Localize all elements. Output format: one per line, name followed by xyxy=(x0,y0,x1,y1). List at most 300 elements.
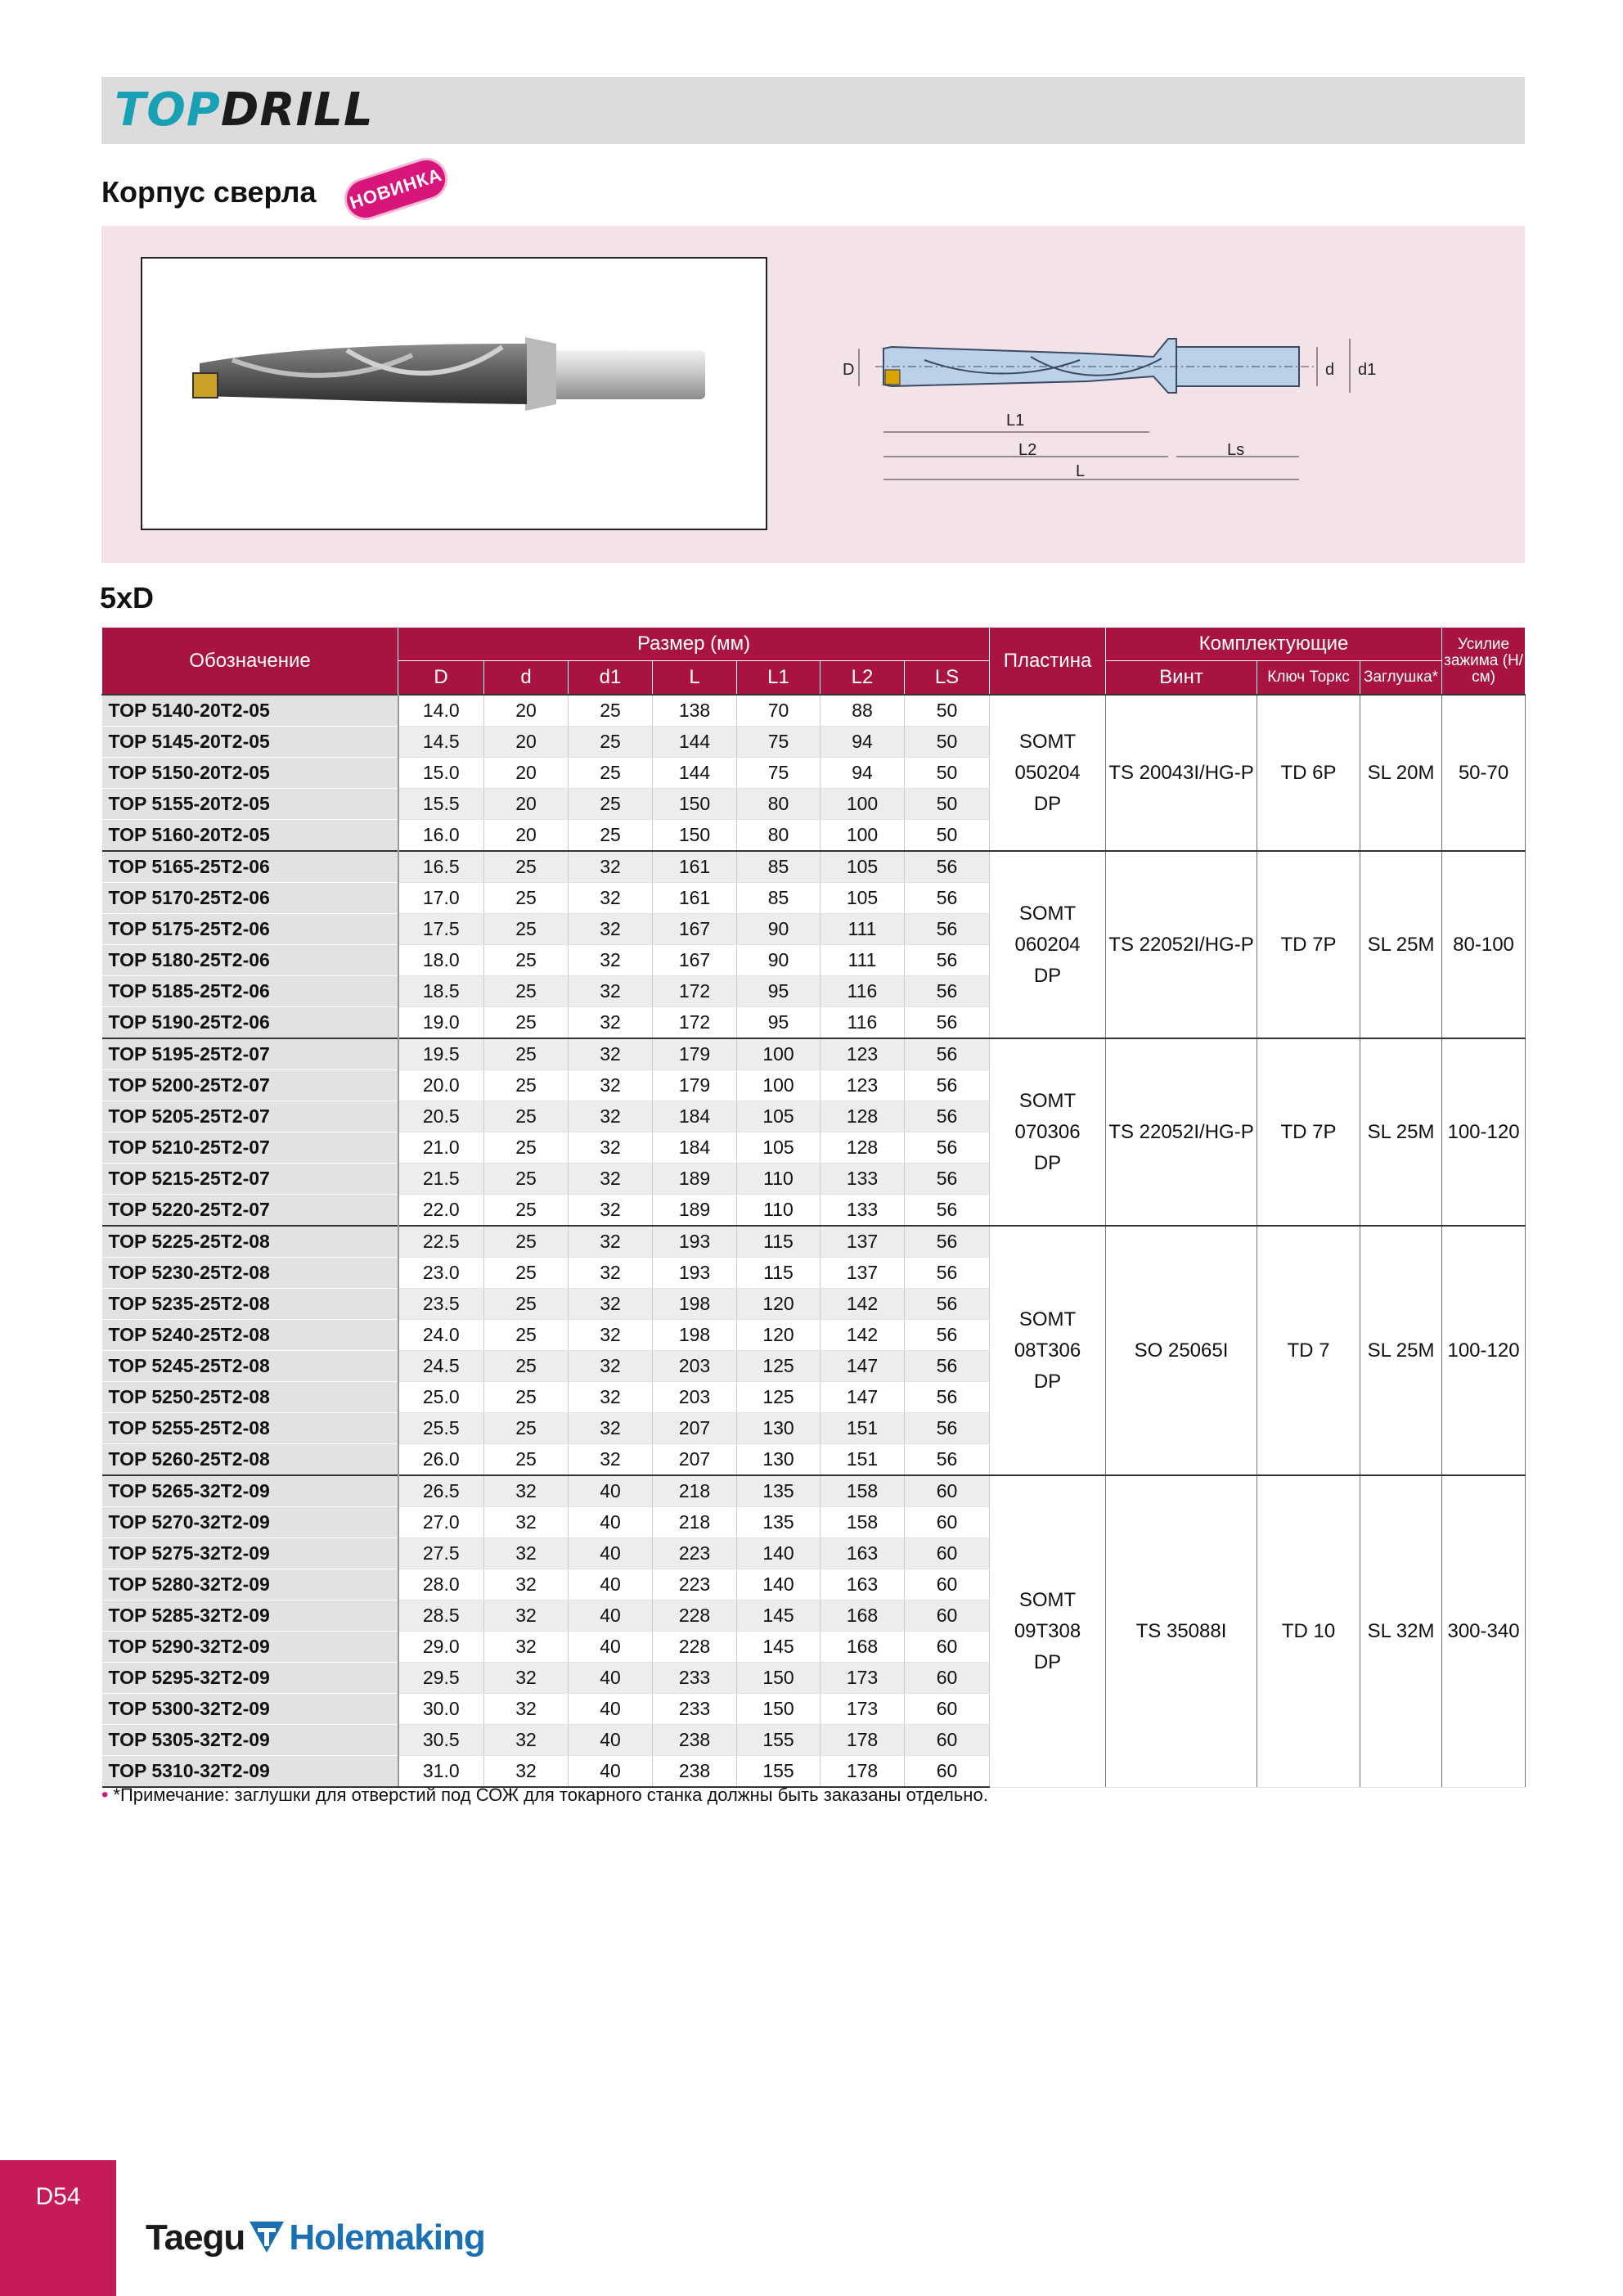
cell-d1: 40 xyxy=(569,1569,653,1600)
cell-designation: TOP 5240-25T2-08 xyxy=(102,1320,398,1351)
cell-d: 32 xyxy=(484,1663,569,1694)
cell-clamp-force: 50-70 xyxy=(1442,695,1526,851)
cell-LS: 56 xyxy=(905,883,990,914)
cell-L: 223 xyxy=(653,1538,737,1569)
cell-D: 24.0 xyxy=(398,1320,484,1351)
th-components: Комплектующие xyxy=(1106,628,1442,661)
image-panel xyxy=(101,226,1525,563)
cell-LS: 56 xyxy=(905,1164,990,1195)
cell-d: 25 xyxy=(484,1101,569,1132)
cell-designation: TOP 5210-25T2-07 xyxy=(102,1132,398,1164)
cell-D: 26.5 xyxy=(398,1475,484,1507)
cell-d1: 32 xyxy=(569,914,653,945)
cell-L: 161 xyxy=(653,883,737,914)
cell-LS: 56 xyxy=(905,1038,990,1070)
cell-insert: SOMT 08T306 DP xyxy=(990,1226,1106,1475)
cell-LS: 50 xyxy=(905,727,990,758)
cell-LS: 56 xyxy=(905,1444,990,1476)
cell-d1: 32 xyxy=(569,1070,653,1101)
cell-L: 228 xyxy=(653,1632,737,1663)
cell-LS: 56 xyxy=(905,1413,990,1444)
cell-L: 238 xyxy=(653,1756,737,1788)
logo-top: TOP xyxy=(115,83,221,137)
cell-designation: TOP 5155-20T2-05 xyxy=(102,789,398,820)
cell-L1: 110 xyxy=(737,1195,820,1227)
th-col-L: L xyxy=(653,661,737,696)
cell-d: 32 xyxy=(484,1569,569,1600)
cell-d: 25 xyxy=(484,1038,569,1070)
cell-D: 27.5 xyxy=(398,1538,484,1569)
cell-d1: 32 xyxy=(569,976,653,1007)
cell-D: 16.0 xyxy=(398,820,484,852)
th-clamp-force: Усилие зажима (Н/см) xyxy=(1442,628,1526,696)
cell-L2: 168 xyxy=(820,1600,905,1632)
th-col-d1: d1 xyxy=(569,661,653,696)
cell-insert: SOMT 09T308 DP xyxy=(990,1475,1106,1787)
cell-designation: TOP 5170-25T2-06 xyxy=(102,883,398,914)
cell-plug: SL 20M xyxy=(1360,695,1442,851)
cell-L: 172 xyxy=(653,976,737,1007)
cell-L: 218 xyxy=(653,1475,737,1507)
cell-designation: TOP 5280-32T2-09 xyxy=(102,1569,398,1600)
cell-d: 20 xyxy=(484,695,569,727)
cell-d1: 32 xyxy=(569,1164,653,1195)
cell-d: 32 xyxy=(484,1756,569,1788)
cell-screw: TS 22052I/HG-P xyxy=(1106,1038,1257,1226)
cell-insert: SOMT 060204 DP xyxy=(990,851,1106,1038)
cell-L1: 80 xyxy=(737,789,820,820)
cell-d1: 25 xyxy=(569,820,653,852)
cell-D: 30.5 xyxy=(398,1725,484,1756)
cell-d: 25 xyxy=(484,1195,569,1227)
cell-LS: 50 xyxy=(905,695,990,727)
cell-d: 25 xyxy=(484,914,569,945)
cell-d1: 32 xyxy=(569,851,653,883)
cell-D: 21.0 xyxy=(398,1132,484,1164)
cell-D: 26.0 xyxy=(398,1444,484,1476)
cell-D: 28.0 xyxy=(398,1569,484,1600)
cell-L1: 90 xyxy=(737,914,820,945)
cell-designation: TOP 5200-25T2-07 xyxy=(102,1070,398,1101)
cell-torx-key: TD 7 xyxy=(1257,1226,1360,1475)
header-band xyxy=(101,77,1525,144)
cell-L: 172 xyxy=(653,1007,737,1039)
cell-L2: 111 xyxy=(820,945,905,976)
cell-d1: 32 xyxy=(569,1132,653,1164)
cell-D: 21.5 xyxy=(398,1164,484,1195)
dim-label-d: d xyxy=(1325,361,1335,379)
cell-L1: 105 xyxy=(737,1132,820,1164)
cell-L1: 140 xyxy=(737,1569,820,1600)
cell-D: 16.5 xyxy=(398,851,484,883)
cell-torx-key: TD 7P xyxy=(1257,1038,1360,1226)
cell-d1: 40 xyxy=(569,1632,653,1663)
cell-L2: 168 xyxy=(820,1632,905,1663)
cell-LS: 56 xyxy=(905,1007,990,1039)
cell-D: 18.5 xyxy=(398,976,484,1007)
cell-L: 218 xyxy=(653,1507,737,1538)
cell-L1: 95 xyxy=(737,1007,820,1039)
cell-L1: 120 xyxy=(737,1289,820,1320)
cell-L: 223 xyxy=(653,1569,737,1600)
company-name-a: Taegu xyxy=(146,2217,245,2258)
cell-insert: SOMT 070306 DP xyxy=(990,1038,1106,1226)
cell-d1: 40 xyxy=(569,1538,653,1569)
cell-D: 24.5 xyxy=(398,1351,484,1382)
cell-d1: 25 xyxy=(569,758,653,789)
cell-L1: 130 xyxy=(737,1413,820,1444)
th-col-d: d xyxy=(484,661,569,696)
cell-d: 25 xyxy=(484,1132,569,1164)
company-logo xyxy=(146,2217,485,2258)
th-col-L1: L1 xyxy=(737,661,820,696)
cell-L: 203 xyxy=(653,1351,737,1382)
cell-designation: TOP 5230-25T2-08 xyxy=(102,1258,398,1289)
cell-LS: 56 xyxy=(905,1195,990,1227)
spec-table xyxy=(101,627,1526,1788)
cell-LS: 56 xyxy=(905,1320,990,1351)
cell-L2: 163 xyxy=(820,1538,905,1569)
cell-L1: 125 xyxy=(737,1382,820,1413)
cell-L1: 80 xyxy=(737,820,820,852)
cell-designation: TOP 5285-32T2-09 xyxy=(102,1600,398,1632)
table-row xyxy=(102,1038,1526,1070)
cell-LS: 60 xyxy=(905,1538,990,1569)
bullet-dot-icon: • xyxy=(101,1784,109,1806)
cell-L: 189 xyxy=(653,1195,737,1227)
cell-L1: 140 xyxy=(737,1538,820,1569)
cell-d: 25 xyxy=(484,1382,569,1413)
cell-L1: 100 xyxy=(737,1070,820,1101)
cell-L: 207 xyxy=(653,1444,737,1476)
cell-LS: 56 xyxy=(905,914,990,945)
cell-d: 25 xyxy=(484,1320,569,1351)
cell-D: 19.0 xyxy=(398,1007,484,1039)
cell-L: 207 xyxy=(653,1413,737,1444)
cell-LS: 56 xyxy=(905,1226,990,1258)
cell-L1: 85 xyxy=(737,883,820,914)
cell-D: 23.0 xyxy=(398,1258,484,1289)
cell-d: 25 xyxy=(484,1258,569,1289)
table-row xyxy=(102,1226,1526,1258)
cell-designation: TOP 5205-25T2-07 xyxy=(102,1101,398,1132)
cell-LS: 56 xyxy=(905,1070,990,1101)
cell-L2: 158 xyxy=(820,1475,905,1507)
cell-clamp-force: 80-100 xyxy=(1442,851,1526,1038)
cell-d: 32 xyxy=(484,1475,569,1507)
cell-L2: 88 xyxy=(820,695,905,727)
logo-drill: DRILL xyxy=(220,83,374,137)
cell-L1: 95 xyxy=(737,976,820,1007)
cell-LS: 60 xyxy=(905,1632,990,1663)
cell-designation: TOP 5235-25T2-08 xyxy=(102,1289,398,1320)
cell-d: 32 xyxy=(484,1725,569,1756)
th-torx-key: Ключ Торкс xyxy=(1257,661,1360,696)
dim-label-D: D xyxy=(843,361,855,379)
cell-L: 193 xyxy=(653,1258,737,1289)
cell-d1: 40 xyxy=(569,1507,653,1538)
cell-L: 144 xyxy=(653,727,737,758)
cell-L: 198 xyxy=(653,1289,737,1320)
dim-label-L1: L1 xyxy=(1006,412,1025,430)
cell-d1: 32 xyxy=(569,1258,653,1289)
cell-L: 150 xyxy=(653,820,737,852)
cell-D: 22.0 xyxy=(398,1195,484,1227)
cell-d: 25 xyxy=(484,945,569,976)
cell-L2: 105 xyxy=(820,883,905,914)
cell-L2: 94 xyxy=(820,758,905,789)
footnote-text: *Примечание: заглушки для отверстий под СОЖ для токарного станка должны быть заказаны отдельно. xyxy=(113,1785,988,1805)
cell-LS: 56 xyxy=(905,1258,990,1289)
th-plug: Заглушка* xyxy=(1360,661,1442,696)
cell-d: 25 xyxy=(484,1289,569,1320)
cell-L2: 116 xyxy=(820,1007,905,1039)
cell-L: 184 xyxy=(653,1132,737,1164)
cell-D: 20.0 xyxy=(398,1070,484,1101)
cell-d: 20 xyxy=(484,758,569,789)
cell-screw: TS 22052I/HG-P xyxy=(1106,851,1257,1038)
cell-LS: 56 xyxy=(905,1132,990,1164)
cell-d1: 40 xyxy=(569,1600,653,1632)
cell-d1: 32 xyxy=(569,1413,653,1444)
cell-L2: 163 xyxy=(820,1569,905,1600)
cell-LS: 56 xyxy=(905,976,990,1007)
cell-LS: 50 xyxy=(905,789,990,820)
cell-LS: 60 xyxy=(905,1569,990,1600)
cell-clamp-force: 100-120 xyxy=(1442,1226,1526,1475)
cell-designation: TOP 5185-25T2-06 xyxy=(102,976,398,1007)
cell-L2: 116 xyxy=(820,976,905,1007)
cell-d: 25 xyxy=(484,1070,569,1101)
cell-designation: TOP 5175-25T2-06 xyxy=(102,914,398,945)
cell-designation: TOP 5180-25T2-06 xyxy=(102,945,398,976)
cell-L1: 100 xyxy=(737,1038,820,1070)
cell-designation: TOP 5310-32T2-09 xyxy=(102,1756,398,1788)
cell-d: 25 xyxy=(484,883,569,914)
cell-screw: TS 35088I xyxy=(1106,1475,1257,1787)
cell-L2: 123 xyxy=(820,1038,905,1070)
cell-L: 144 xyxy=(653,758,737,789)
cell-d: 20 xyxy=(484,727,569,758)
cell-d: 32 xyxy=(484,1632,569,1663)
cell-L: 233 xyxy=(653,1663,737,1694)
page-number-tab: D54 xyxy=(0,2160,116,2296)
cell-L1: 145 xyxy=(737,1632,820,1663)
th-screw: Винт xyxy=(1106,661,1257,696)
cell-L1: 75 xyxy=(737,727,820,758)
dim-label-L: L xyxy=(1076,462,1086,480)
cell-LS: 56 xyxy=(905,1101,990,1132)
drill-photo xyxy=(141,257,767,530)
cell-L2: 142 xyxy=(820,1289,905,1320)
cell-designation: TOP 5245-25T2-08 xyxy=(102,1351,398,1382)
cell-D: 19.5 xyxy=(398,1038,484,1070)
cell-designation: TOP 5225-25T2-08 xyxy=(102,1226,398,1258)
section-title: Корпус сверла xyxy=(101,175,317,209)
cell-L2: 133 xyxy=(820,1164,905,1195)
cell-LS: 56 xyxy=(905,1382,990,1413)
cell-L1: 125 xyxy=(737,1351,820,1382)
cell-L1: 115 xyxy=(737,1258,820,1289)
cell-L2: 94 xyxy=(820,727,905,758)
cell-plug: SL 32M xyxy=(1360,1475,1442,1787)
cell-L1: 105 xyxy=(737,1101,820,1132)
company-name-b: Holemaking xyxy=(289,2217,485,2258)
cell-designation: TOP 5275-32T2-09 xyxy=(102,1538,398,1569)
cell-L: 238 xyxy=(653,1725,737,1756)
cell-L1: 120 xyxy=(737,1320,820,1351)
cell-D: 14.5 xyxy=(398,727,484,758)
cell-LS: 60 xyxy=(905,1756,990,1788)
cell-d: 25 xyxy=(484,976,569,1007)
cell-d: 32 xyxy=(484,1507,569,1538)
cell-torx-key: TD 7P xyxy=(1257,851,1360,1038)
cell-d1: 25 xyxy=(569,727,653,758)
cell-d: 25 xyxy=(484,1007,569,1039)
cell-d1: 32 xyxy=(569,1382,653,1413)
dim-label-L2: L2 xyxy=(1018,441,1037,459)
table-subhead: 5xD xyxy=(100,581,155,615)
cell-designation: TOP 5265-32T2-09 xyxy=(102,1475,398,1507)
cell-L2: 133 xyxy=(820,1195,905,1227)
cell-d1: 25 xyxy=(569,695,653,727)
cell-L: 184 xyxy=(653,1101,737,1132)
cell-L1: 110 xyxy=(737,1164,820,1195)
th-designation: Обозначение xyxy=(102,628,398,696)
cell-L: 150 xyxy=(653,789,737,820)
cell-D: 17.0 xyxy=(398,883,484,914)
cell-L: 228 xyxy=(653,1600,737,1632)
cell-L: 179 xyxy=(653,1070,737,1101)
th-col-D: D xyxy=(398,661,484,696)
cell-L2: 128 xyxy=(820,1101,905,1132)
cell-D: 20.5 xyxy=(398,1101,484,1132)
dimension-diagram xyxy=(826,324,1448,561)
cell-clamp-force: 100-120 xyxy=(1442,1038,1526,1226)
cell-d1: 32 xyxy=(569,945,653,976)
th-col-L2: L2 xyxy=(820,661,905,696)
cell-clamp-force: 300-340 xyxy=(1442,1475,1526,1787)
cell-L: 138 xyxy=(653,695,737,727)
cell-D: 28.5 xyxy=(398,1600,484,1632)
cell-d1: 32 xyxy=(569,1444,653,1476)
cell-LS: 60 xyxy=(905,1725,990,1756)
cell-d1: 32 xyxy=(569,1289,653,1320)
cell-L: 198 xyxy=(653,1320,737,1351)
cell-L1: 155 xyxy=(737,1725,820,1756)
cell-L1: 75 xyxy=(737,758,820,789)
table-row xyxy=(102,851,1526,883)
cell-D: 27.0 xyxy=(398,1507,484,1538)
cell-designation: TOP 5270-32T2-09 xyxy=(102,1507,398,1538)
cell-designation: TOP 5190-25T2-06 xyxy=(102,1007,398,1039)
drill-photo-illustration xyxy=(142,259,766,529)
cell-torx-key: TD 10 xyxy=(1257,1475,1360,1787)
cell-designation: TOP 5250-25T2-08 xyxy=(102,1382,398,1413)
th-insert: Пластина xyxy=(990,628,1106,696)
cell-L1: 155 xyxy=(737,1756,820,1788)
cell-L: 161 xyxy=(653,851,737,883)
cell-d: 25 xyxy=(484,1444,569,1476)
cell-L2: 137 xyxy=(820,1258,905,1289)
cell-L2: 158 xyxy=(820,1507,905,1538)
cell-designation: TOP 5220-25T2-07 xyxy=(102,1195,398,1227)
cell-D: 31.0 xyxy=(398,1756,484,1788)
cell-L: 167 xyxy=(653,914,737,945)
new-badge: НОВИНКА xyxy=(342,155,450,223)
cell-LS: 60 xyxy=(905,1663,990,1694)
cell-LS: 56 xyxy=(905,1351,990,1382)
cell-L2: 178 xyxy=(820,1725,905,1756)
cell-L2: 173 xyxy=(820,1663,905,1694)
cell-LS: 56 xyxy=(905,851,990,883)
th-col-LS: LS xyxy=(905,661,990,696)
cell-designation: TOP 5260-25T2-08 xyxy=(102,1444,398,1476)
cell-d1: 32 xyxy=(569,1320,653,1351)
cell-L2: 173 xyxy=(820,1694,905,1725)
cell-D: 14.0 xyxy=(398,695,484,727)
cell-LS: 50 xyxy=(905,758,990,789)
cell-L2: 111 xyxy=(820,914,905,945)
cell-L1: 130 xyxy=(737,1444,820,1476)
cell-d1: 40 xyxy=(569,1725,653,1756)
cell-designation: TOP 5160-20T2-05 xyxy=(102,820,398,852)
cell-d1: 32 xyxy=(569,883,653,914)
cell-L2: 105 xyxy=(820,851,905,883)
cell-L2: 178 xyxy=(820,1756,905,1788)
cell-d1: 32 xyxy=(569,1007,653,1039)
cell-L1: 145 xyxy=(737,1600,820,1632)
cell-d1: 40 xyxy=(569,1694,653,1725)
cell-L1: 135 xyxy=(737,1475,820,1507)
cell-d1: 40 xyxy=(569,1475,653,1507)
cell-designation: TOP 5195-25T2-07 xyxy=(102,1038,398,1070)
cell-plug: SL 25M xyxy=(1360,1038,1442,1226)
cell-designation: TOP 5290-32T2-09 xyxy=(102,1632,398,1663)
cell-L2: 100 xyxy=(820,820,905,852)
cell-L2: 123 xyxy=(820,1070,905,1101)
cell-d: 20 xyxy=(484,820,569,852)
cell-plug: SL 25M xyxy=(1360,1226,1442,1475)
cell-L1: 150 xyxy=(737,1663,820,1694)
cell-d: 25 xyxy=(484,1226,569,1258)
cell-d1: 40 xyxy=(569,1756,653,1788)
cell-D: 22.5 xyxy=(398,1226,484,1258)
dim-label-d1: d1 xyxy=(1358,361,1377,379)
cell-d: 32 xyxy=(484,1694,569,1725)
cell-designation: TOP 5300-32T2-09 xyxy=(102,1694,398,1725)
cell-torx-key: TD 6P xyxy=(1257,695,1360,851)
cell-L1: 150 xyxy=(737,1694,820,1725)
cell-designation: TOP 5295-32T2-09 xyxy=(102,1663,398,1694)
cell-LS: 60 xyxy=(905,1475,990,1507)
cell-L1: 90 xyxy=(737,945,820,976)
cell-L: 233 xyxy=(653,1694,737,1725)
cell-L: 189 xyxy=(653,1164,737,1195)
cell-designation: TOP 5145-20T2-05 xyxy=(102,727,398,758)
cell-LS: 56 xyxy=(905,945,990,976)
cell-designation: TOP 5150-20T2-05 xyxy=(102,758,398,789)
cell-L1: 85 xyxy=(737,851,820,883)
cell-designation: TOP 5165-25T2-06 xyxy=(102,851,398,883)
cell-d: 25 xyxy=(484,1164,569,1195)
cell-designation: TOP 5255-25T2-08 xyxy=(102,1413,398,1444)
cell-LS: 56 xyxy=(905,1289,990,1320)
cell-L: 193 xyxy=(653,1226,737,1258)
cell-L1: 135 xyxy=(737,1507,820,1538)
cell-LS: 60 xyxy=(905,1507,990,1538)
cell-d1: 32 xyxy=(569,1195,653,1227)
